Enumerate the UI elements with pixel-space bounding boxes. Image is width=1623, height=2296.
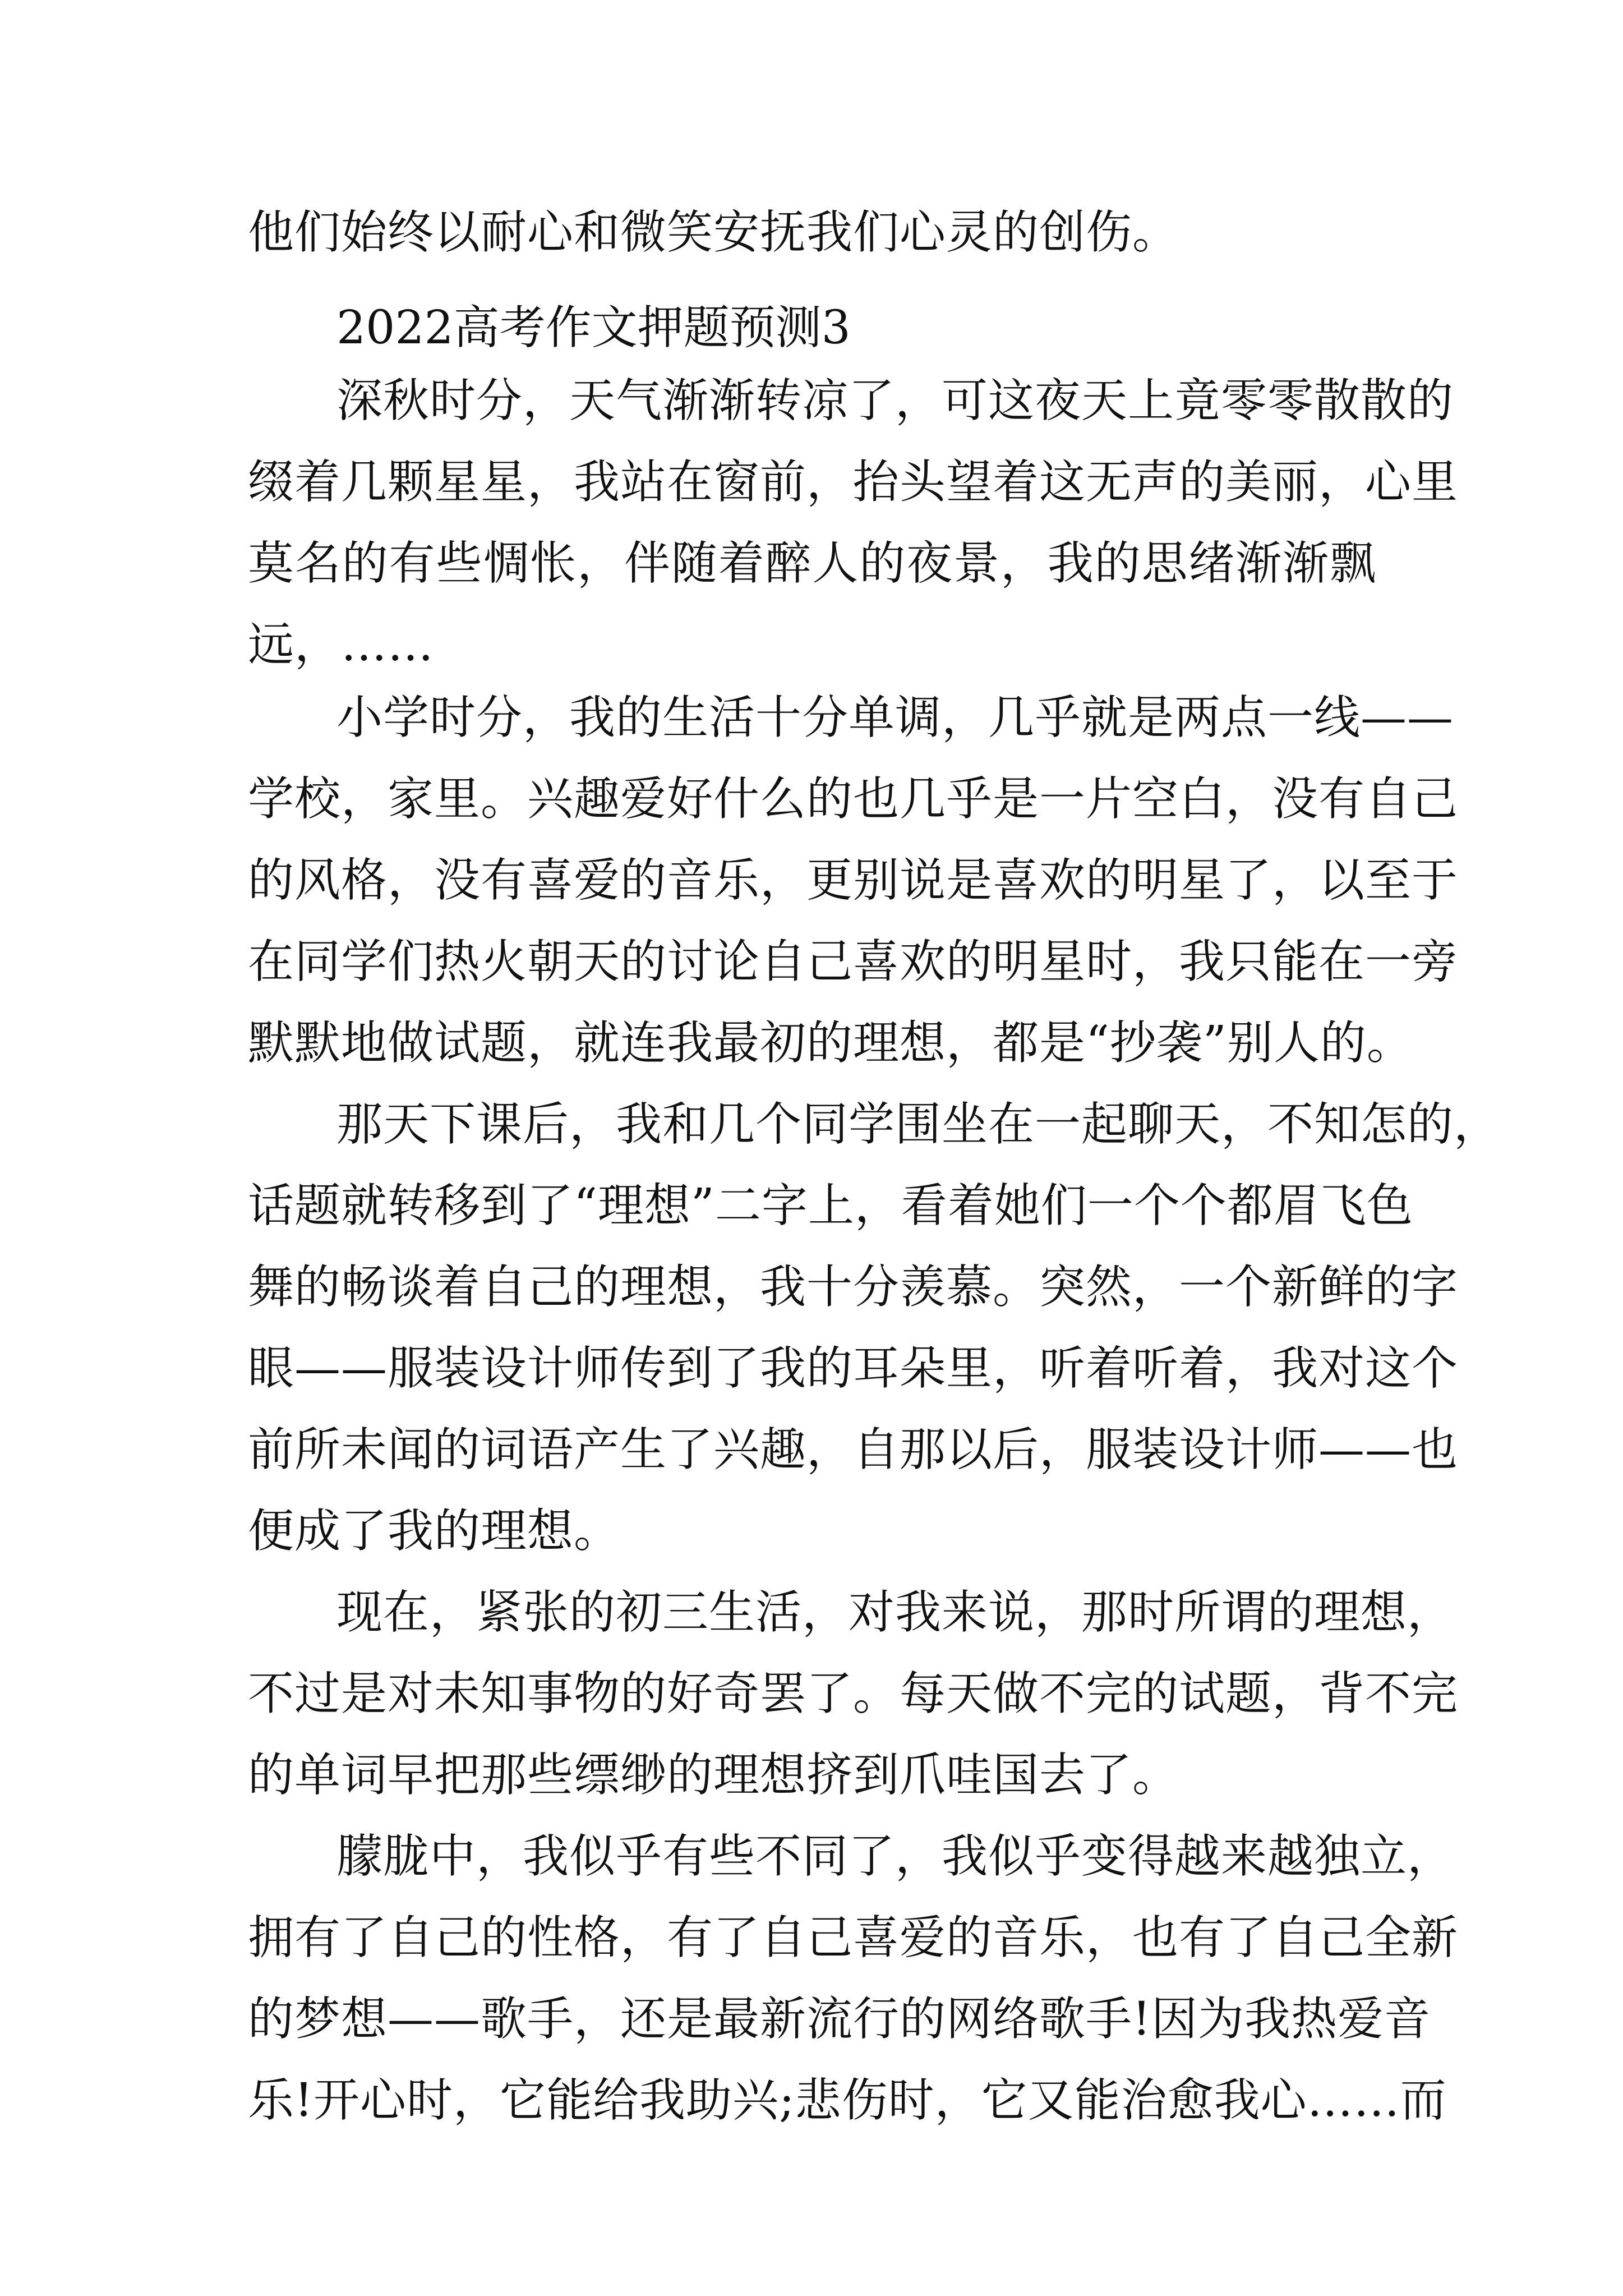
text-line: 的风格，没有喜爱的音乐，更别说是喜欢的明星了，以至于 bbox=[248, 854, 1459, 907]
text-line: 拥有了自己的性格，有了自己喜爱的音乐，也有了自己全新 bbox=[248, 1911, 1459, 1964]
text-line: 缀着几颗星星，我站在窗前，抬头望着这无声的美丽，心里 bbox=[248, 455, 1459, 509]
text-line: 现在，紧张的初三生活，对我来说，那时所谓的理想， bbox=[336, 1586, 1454, 1639]
text-line: 莫名的有些惆怅，伴随着醉人的夜景，我的思绪渐渐飘 bbox=[248, 537, 1376, 590]
text-line: 乐!开心时，它能给我助兴;悲伤时，它又能治愈我心……而 bbox=[248, 2074, 1447, 2127]
text-line: 前所未闻的词语产生了兴趣，自那以后，服装设计师——也 bbox=[248, 1423, 1459, 1476]
text-line: 小学时分，我的生活十分单调，几乎就是两点一线—— bbox=[336, 691, 1454, 744]
text-line: 的梦想——歌手，还是最新流行的网络歌手!因为我热爱音 bbox=[248, 1993, 1431, 2046]
section-heading: 2022高考作文押题预测3 bbox=[336, 301, 851, 355]
text-line: 远，…… bbox=[248, 618, 435, 671]
text-line: 默默地做试题，就连我最初的理想，都是“抄袭”别人的。 bbox=[248, 1016, 1413, 1070]
text-line: 便成了我的理想。 bbox=[248, 1504, 621, 1558]
text-line: 深秋时分，天气渐渐转凉了，可这夜天上竟零零散散的 bbox=[336, 374, 1454, 427]
text-line: 那天下课后，我和几个同学围坐在一起聊天，不知怎的， bbox=[336, 1098, 1501, 1151]
text-line: 话题就转移到了“理想”二字上，看着她们一个个都眉飞色 bbox=[248, 1179, 1413, 1232]
text-line: 不过是对未知事物的好奇罢了。每天做不完的试题，背不完 bbox=[248, 1667, 1459, 1720]
text-line: 眼——服装设计师传到了我的耳朵里，听着听着，我对这个 bbox=[248, 1342, 1459, 1395]
text-line: 他们始终以耐心和微笑安抚我们心灵的创伤。 bbox=[248, 206, 1179, 259]
text-line: 的单词早把那些缥缈的理想挤到爪哇国去了。 bbox=[248, 1749, 1179, 1802]
text-line: 舞的畅谈着自己的理想，我十分羡慕。突然，一个新鲜的字 bbox=[248, 1260, 1459, 1314]
text-line: 朦胧中，我似乎有些不同了，我似乎变得越来越独立， bbox=[336, 1830, 1454, 1883]
text-line: 学校，家里。兴趣爱好什么的也几乎是一片空白，没有自己 bbox=[248, 772, 1459, 826]
text-line: 在同学们热火朝天的讨论自己喜欢的明星时，我只能在一旁 bbox=[248, 935, 1459, 988]
